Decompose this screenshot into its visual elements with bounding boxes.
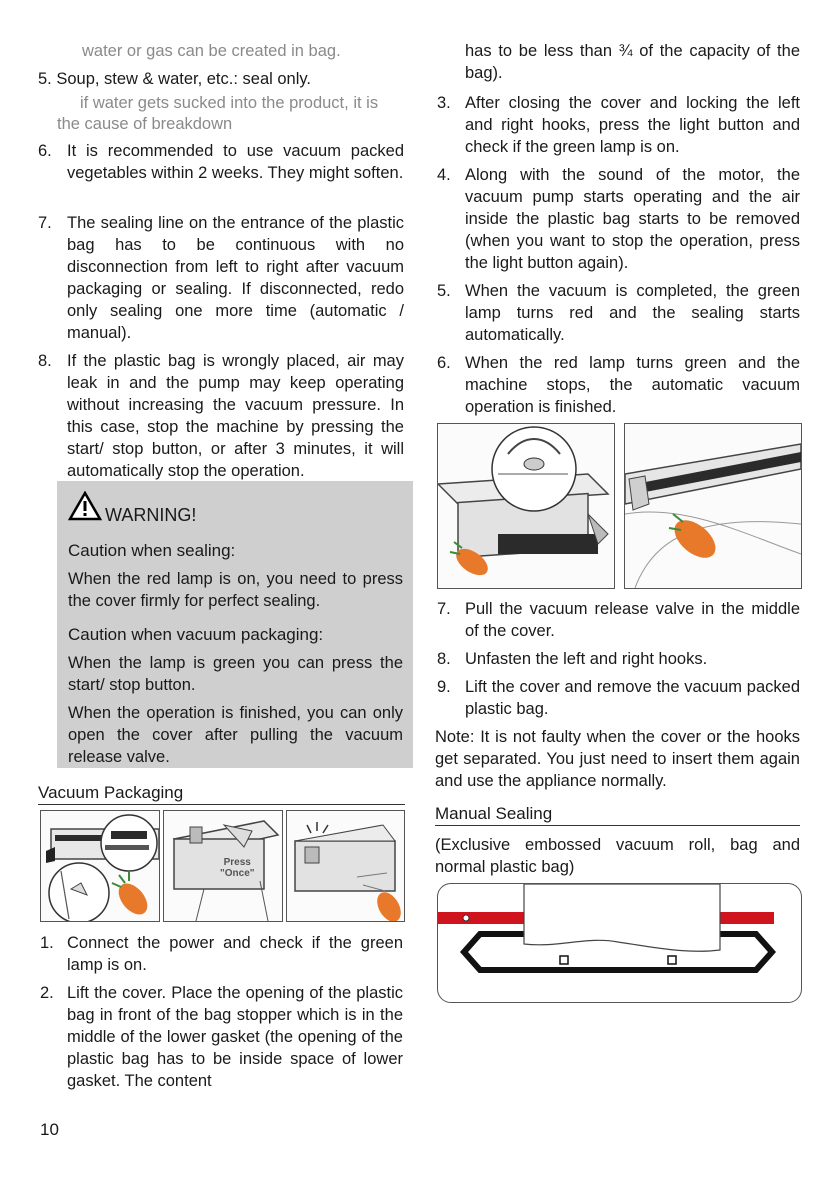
item-8-text: If the plastic bag is wrongly placed, air may leak in and the pump may keep operating without increasing the vacuum pressure. In this case, stop the machine by pressing the start/ stop button, or after 3 minutes, it will automatically stop the operation. [67, 352, 404, 480]
manual-sealing-rule [435, 825, 800, 826]
step-4-text: Along with the sound of the motor, the vacuum pump starts operating and the air inside the plastic bag starts to be removed (when you want to stop the operation, press the light button again). [465, 166, 800, 272]
press-label: Press [223, 857, 251, 868]
caution-vacuum-text-1: When the lamp is green you can press the start/ stop button. [68, 654, 403, 694]
step-3-text: After closing the cover and locking the left and right hooks, press the light button and check if the green lamp is on. [465, 94, 800, 156]
figure-manual-sealing [437, 883, 802, 1003]
caution-vacuum-heading: Caution when vacuum packaging: [68, 625, 324, 644]
step-5-number: 5. [437, 282, 451, 300]
manual-sealing-subtitle: (Exclusive embossed vacuum roll, bag and normal plastic bag) [435, 836, 800, 876]
vp-step-1-number: 1. [40, 934, 54, 952]
note-text: It is not faulty when the cover or the hooks get separated. You just need to insert them again and use the appliance normally. [435, 728, 800, 790]
figure-lamp-on [286, 810, 405, 922]
step-9-text: Lift the cover and remove the vacuum packed plastic bag. [465, 678, 800, 718]
step-9-number: 9. [437, 678, 451, 696]
vp-step-2-number: 2. [40, 984, 54, 1002]
vp-step-2-text: Lift the cover. Place the opening of the plastic bag in front of the bag stopper which is in the middle of the lower gasket (the opening of the plastic bag has to be inside space of lower gasket. The content [67, 984, 403, 1090]
vacuum-packaging-heading: Vacuum Packaging [38, 783, 184, 802]
item-5-note-b: the cause of breakdown [57, 115, 233, 133]
step-6-number: 6. [437, 354, 451, 372]
step-3-number: 3. [437, 94, 451, 112]
figure-connect-power [40, 810, 160, 922]
step-4-number: 4. [437, 166, 451, 184]
manual-sealing-heading: Manual Sealing [435, 804, 553, 823]
step-8-number: 8. [437, 650, 451, 668]
figure-unfasten-hooks [624, 423, 802, 589]
note-label: Note: [435, 728, 475, 746]
item-6-number: 6. [38, 142, 52, 160]
step-7-text: Pull the vacuum release valve in the middle of the cover. [465, 600, 800, 640]
step-6-text: When the red lamp turns green and the machine stops, the automatic vacuum operation is finished. [465, 354, 800, 416]
line-gas: water or gas can be created in bag. [82, 42, 341, 60]
item-5-note-a: if water gets sucked into the product, it is [80, 94, 379, 112]
item-5: 5. Soup, stew & water, etc.: seal only. [38, 70, 311, 88]
item-8-number: 8. [38, 352, 52, 370]
figure-press-once [163, 810, 283, 922]
vacuum-packaging-rule [38, 804, 405, 805]
item-7-text: The sealing line on the entrance of the plastic bag has to be continuous with no disconnection from left to right after vacuum packaging or sealing. If disconnected, redo only sealing one more time (automatic / manual). [67, 214, 404, 342]
item-6-text: It is recommended to use vacuum packed vegetables within 2 weeks. They might soften. [67, 142, 404, 182]
step-7-number: 7. [437, 600, 451, 618]
once-label: "Once" [220, 868, 255, 879]
warning-box [57, 481, 413, 768]
caution-sealing-heading: Caution when sealing: [68, 541, 236, 560]
press-once-label [220, 857, 255, 879]
note-paragraph [435, 726, 800, 792]
page-number: 10 [40, 1120, 59, 1139]
continuation-text: has to be less than ¾ of the capacity of the bag). [465, 42, 800, 82]
vp-step-1-text: Connect the power and check if the green lamp is on. [67, 934, 403, 974]
warning-triangle-icon [68, 491, 102, 526]
caution-vacuum-text-2: When the operation is finished, you can only open the cover after pulling the vacuum release valve. [68, 704, 403, 766]
figure-release-valve [437, 423, 615, 589]
warning-title: WARNING! [105, 505, 197, 525]
step-8-text: Unfasten the left and right hooks. [465, 650, 708, 668]
step-5-text: When the vacuum is completed, the green lamp turns red and the sealing starts automatically. [465, 282, 800, 344]
item-7-number: 7. [38, 214, 52, 232]
caution-sealing-text: When the red lamp is on, you need to press the cover firmly for perfect sealing. [68, 570, 403, 610]
